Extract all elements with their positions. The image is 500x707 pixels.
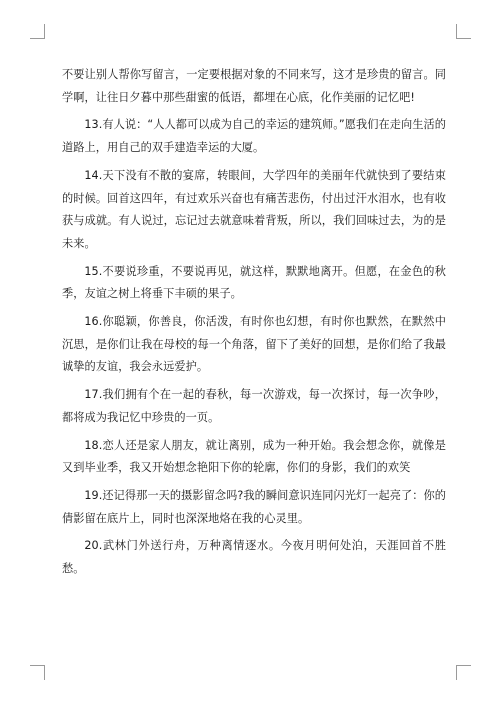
paragraph-20: 20.武林门外送行舟，万种离情逐水。今夜月明何处泊，天涯回首不胜愁。 — [62, 539, 446, 576]
paragraph-19: 19.还记得那一天的摄影留念吗?我的瞬间意识连同闪光灯一起亮了：你的倩影留在底片上，同时也深深地烙在我的心灵里。 — [62, 488, 446, 525]
document-body — [62, 64, 446, 586]
paragraph-14: 14.天下没有不散的宴席，转眼间，大学四年的美丽年代就快到了要结束的时候。回首这四年，有过欢乐兴奋也有痛苦悲伤，付出过汗水泪水，也有收获与成就。有人说过，忘记过去就意味着背叛，所以，我们回味过去，为的是未来。 — [62, 168, 446, 250]
crop-mark-bottom-left — [30, 665, 45, 680]
paragraph-16: 16.你聪颖，你善良，你活泼，有时你也幻想，有时你也默然，在默然中沉思，是你们让我在母校的每一个角落，留下了美好的回想，是你们给了我最诚挚的友谊，我会永远爱护。 — [62, 315, 446, 374]
crop-mark-top-left — [30, 24, 45, 39]
paragraph-continued: 不要让别人帮你写留言，一定要根据对象的不同来写，这才是珍贵的留言。同学啊，让往日夕暮中那些甜蜜的低语，都埋在心底，化作美丽的记忆吧! — [62, 68, 446, 104]
paragraph-18: 18.恋人还是家人朋友，就让离别，成为一种开始。我会想念你，就像是又到毕业季，我又开始想念艳阳下你的轮廓，你们的身影，我们的欢笑 — [62, 438, 446, 475]
crop-mark-bottom-right — [456, 665, 471, 680]
paragraph-13: 13.有人说：“人人都可以成为自己的幸运的建筑师。”愿我们在走向生活的道路上，用自己的双手建造幸运的大厦。 — [62, 118, 446, 155]
crop-mark-top-right — [456, 24, 471, 39]
paragraph-17: 17.我们拥有个在一起的春秋，每一次游戏，每一次探讨，每一次争吵，都将成为我记忆中珍贵的一页。 — [62, 388, 446, 424]
paragraph-15: 15.不要说珍重，不要说再见，就这样，默默地离开。但愿，在金色的秋季，友谊之树上将垂下丰硕的果子。 — [62, 264, 446, 301]
